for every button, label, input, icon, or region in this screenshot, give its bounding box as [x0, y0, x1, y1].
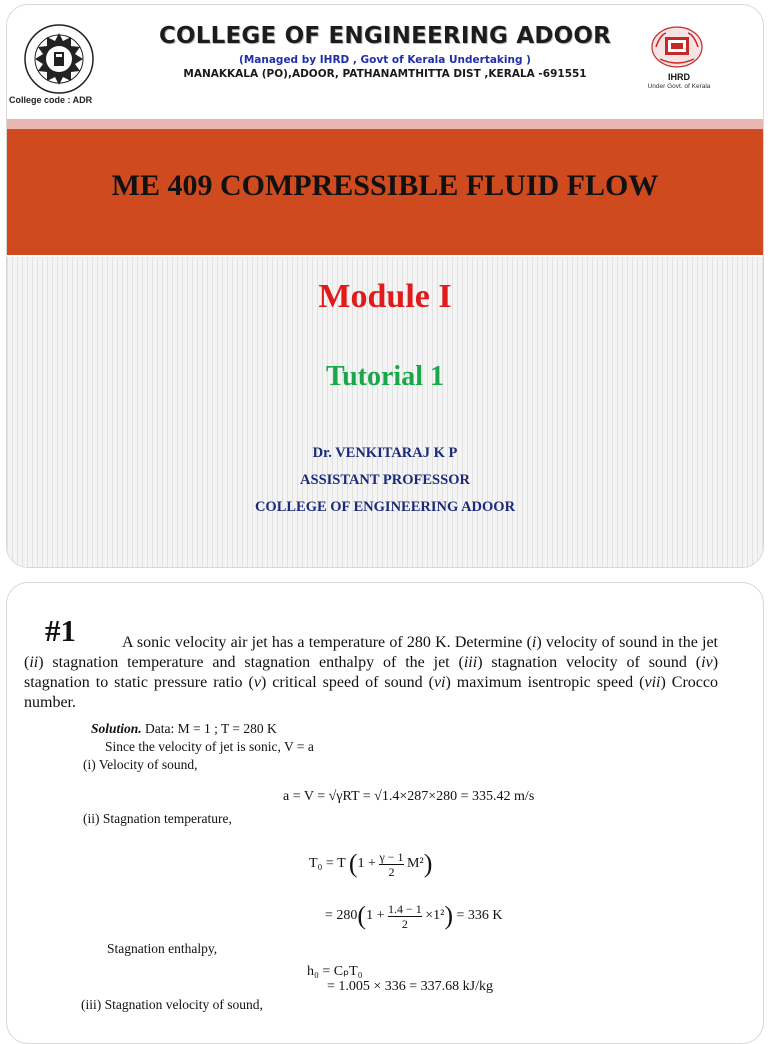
problem-statement: A sonic velocity air jet has a temperature of 280 K. Determine (i) velocity of sound in the jet (ii) stagnation temperature and stagnation enthalpy of the jet (iii) stagnation velocity of sound (iv) stagnation to static pressure ratio (v) critical speed of sound (vi) maximum isentropic speed (vii) Crocco number.	[24, 634, 719, 711]
equation-stagnation-temperature: T₀ = T (1 + $\frac{\gamma - 1}{2}$ M²)	[309, 849, 433, 879]
ihrd-emblem-logo	[650, 25, 704, 69]
problem-number: #1	[45, 613, 76, 648]
ihrd-logo-title: IHRD	[668, 72, 690, 82]
title-slide	[6, 4, 764, 568]
college-name: COLLEGE OF ENGINEERING ADOOR	[158, 23, 612, 49]
equation-stagnation-temperature-value: = 280(1 + $\frac{1.4 - 1}{2}$ ×1²) = 336 K	[325, 901, 503, 931]
stagnation-enthalpy-label: Stagnation enthalpy,	[107, 941, 218, 956]
step-ii-label: (ii) Stagnation temperature,	[83, 811, 232, 826]
equation-enthalpy-value: = 1.005 × 336 = 337.68 kJ/kg	[327, 979, 494, 994]
managed-by-line: (Managed by IHRD , Govt of Kerala Undertaking )	[239, 54, 531, 66]
accent-stripe	[7, 119, 763, 129]
ihrd-logo-subtitle: Under Govt. of Kerala	[647, 83, 711, 90]
equation-enthalpy-definition: h₀ = CₚT₀	[307, 964, 363, 979]
problem-slide	[6, 582, 764, 1044]
sonic-note: Since the velocity of jet is sonic, V = a	[105, 739, 314, 754]
solution-data-line: Solution. Data: M = 1 ; T = 280 K	[91, 721, 277, 736]
author-name: Dr. VENKITARAJ K P	[312, 445, 458, 461]
tutorial-heading: Tutorial 1	[326, 361, 444, 392]
step-i-label: (i) Velocity of sound,	[83, 757, 198, 772]
module-heading: Module I	[318, 278, 452, 315]
college-code: College code : ADR	[9, 95, 93, 105]
author-institution: COLLEGE OF ENGINEERING ADOOR	[254, 499, 516, 515]
college-address: MANAKKALA (PO),ADOOR, PATHANAMTHITTA DIST ,KERALA -691551	[183, 68, 587, 80]
course-title: ME 409 COMPRESSIBLE FLUID FLOW	[111, 169, 659, 202]
equation-velocity-of-sound: a = V = √γRT = √1.4×287×280 = 335.42 m/s	[283, 789, 535, 804]
author-designation: ASSISTANT PROFESSOR	[300, 472, 470, 488]
college-header	[7, 5, 763, 117]
step-iii-label: (iii) Stagnation velocity of sound,	[81, 997, 263, 1012]
